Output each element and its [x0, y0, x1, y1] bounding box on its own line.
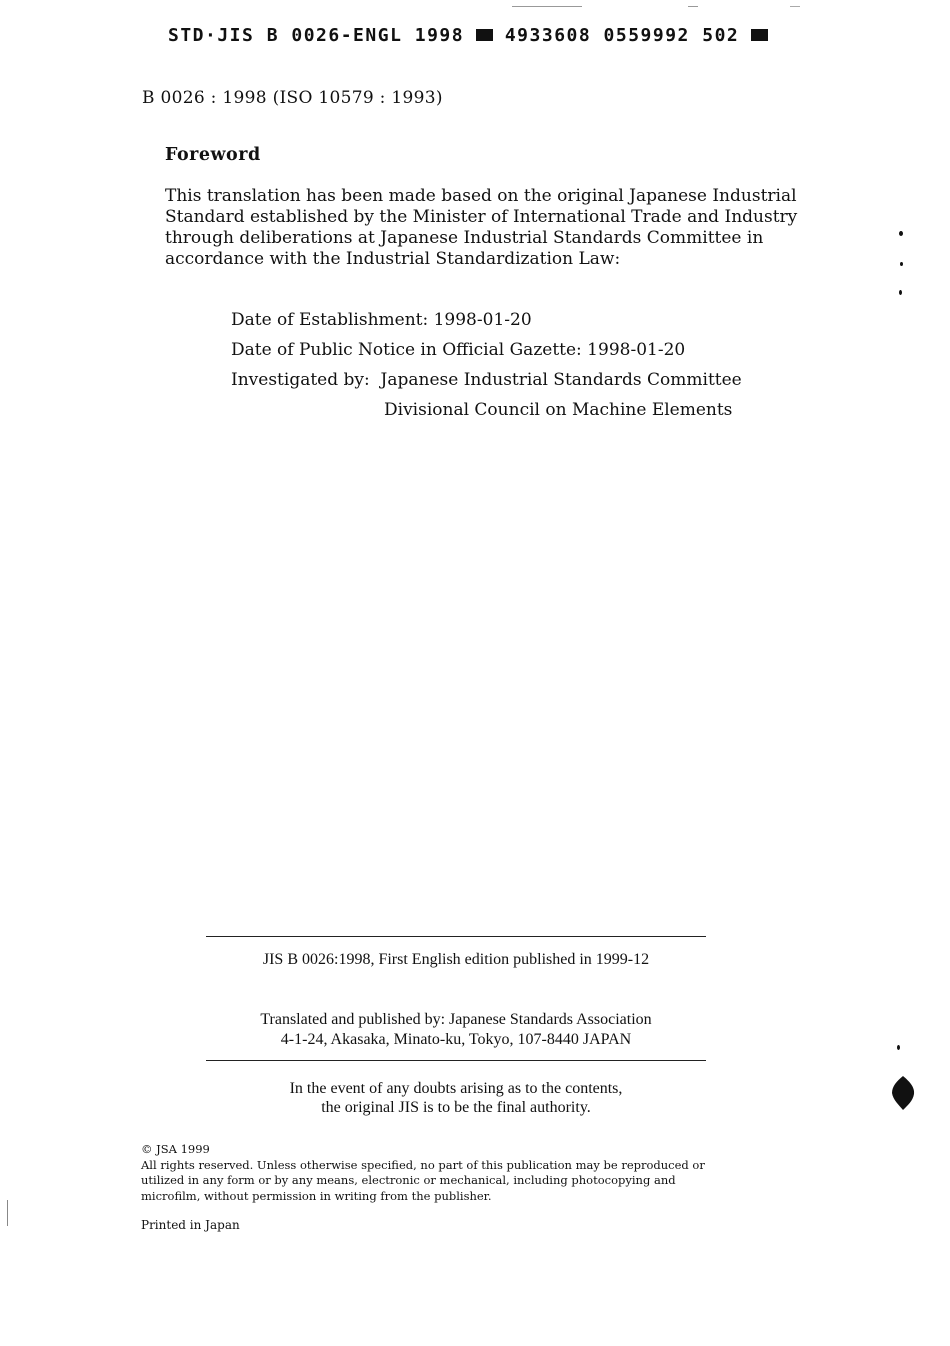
public-notice-date: Date of Public Notice in Official Gazette: 1998-01-20 [231, 340, 686, 360]
publisher-info [206, 1010, 706, 1050]
foreword-line: accordance with the Industrial Standardization Law: [165, 249, 621, 269]
document-stamp [168, 22, 768, 48]
edition-line: JIS B 0026:1998, First English edition published in 1999-12 [262, 951, 650, 968]
rights-line: All rights reserved. Unless otherwise specified, no part of this publication may be reproduced or [141, 1157, 705, 1172]
scan-artifact-line [512, 6, 582, 7]
edition-info [206, 951, 706, 969]
investigated-by-committee: Japanese Industrial Standards Committee [380, 370, 742, 390]
divider-top [206, 936, 706, 937]
publisher-address: 4-1-24, Akasaka, Minato-ku, Tokyo, 107-8440 JAPAN [280, 1031, 632, 1048]
investigated-by-label: Investigated by: [231, 370, 370, 390]
scan-edge-mark [7, 1200, 8, 1226]
foreword-line: through deliberations at Japanese Industrial Standards Committee in [165, 228, 764, 248]
investigated-by [231, 370, 742, 390]
printed-in: Printed in Japan [141, 1218, 240, 1232]
copyright-notice: © JSA 1999 [141, 1142, 210, 1156]
foreword-line: Standard established by the Minister of International Trade and Industry [165, 207, 798, 227]
rights-text [141, 1158, 781, 1205]
publisher-line: Translated and published by: Japanese Standards Association [260, 1011, 652, 1028]
authority-line: the original JIS is to be the final authority. [321, 1099, 591, 1116]
divider-bottom [206, 1060, 706, 1061]
ink-blot [890, 1075, 916, 1111]
standard-identifier: B 0026 : 1998 (ISO 10579 : 1993) [142, 88, 443, 108]
rights-line: utilized in any form or by any means, electronic or mechanical, including photocopying and [141, 1173, 676, 1187]
foreword-paragraph [165, 186, 798, 270]
authority-line: In the event of any doubts arising as to the contents, [289, 1080, 623, 1097]
stamp-block-mark [751, 29, 768, 41]
scan-speck [899, 231, 903, 236]
copyright-block [141, 1142, 781, 1204]
stamp-block-mark [476, 29, 493, 41]
rights-line: microfilm, without permission in writing from the publisher. [141, 1188, 492, 1203]
foreword-heading: Foreword [165, 145, 261, 165]
scan-artifact-line [688, 6, 698, 7]
establishment-date: Date of Establishment: 1998-01-20 [231, 310, 532, 330]
foreword-line: This translation has been made based on the original Japanese Industrial [165, 186, 797, 206]
scan-artifact-line [790, 6, 800, 7]
stamp-left-text: STD·JIS B 0026-ENGL 1998 [168, 24, 465, 46]
authority-note [206, 1079, 706, 1117]
scan-speck [900, 262, 903, 266]
scan-speck [897, 1045, 900, 1050]
stamp-right-text: 4933608 0559992 502 [504, 24, 740, 46]
divisional-council: Divisional Council on Machine Elements [384, 400, 733, 420]
scan-speck [899, 290, 902, 295]
